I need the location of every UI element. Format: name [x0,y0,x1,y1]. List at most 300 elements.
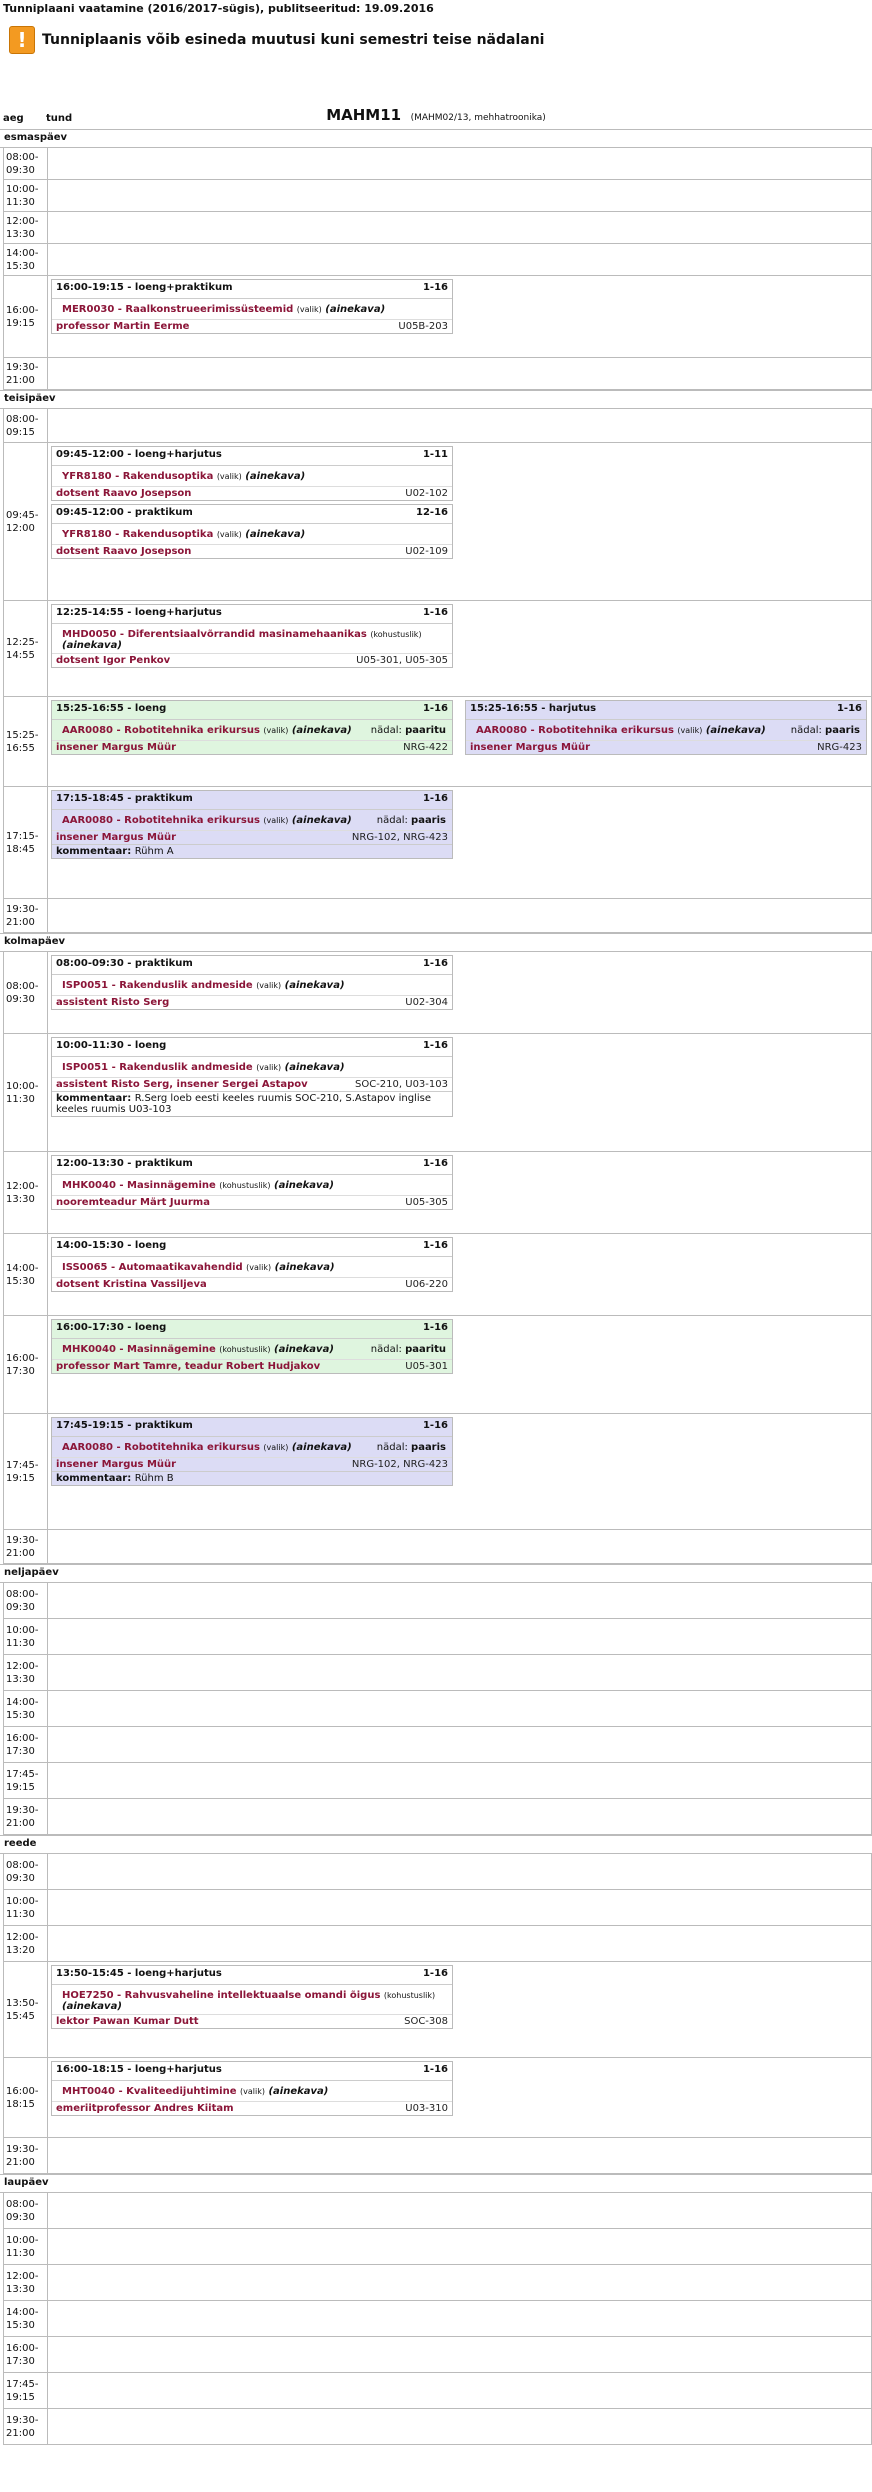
time-slot-row [3,2193,872,2229]
subject-kind: (valik) [216,472,242,481]
lesson-header [52,2062,452,2081]
teacher-name[interactable]: insener Margus Müür [470,742,591,753]
time-slot-row [3,180,872,212]
subject-kind: (kohustuslik) [219,1345,271,1354]
time-slot-row [3,899,872,933]
syllabus-link[interactable]: (ainekava) [284,1062,345,1073]
subject-link[interactable]: MHK0040 - Masinnägemine [62,1180,216,1191]
lesson-time-type: 16:00-17:30 - loeng [56,1322,167,1333]
lesson-subject-row [52,524,452,545]
slot-lessons [48,1962,871,2057]
time-slot-row [3,1414,872,1530]
time-slot-row [3,244,872,276]
lesson-header [52,505,452,524]
teacher-name[interactable]: dotsent Raavo Josepson [56,488,192,499]
slot-lessons [48,1763,871,1798]
lesson-header [52,1156,452,1175]
slot-lessons [48,1655,871,1690]
day-title: laupäev [0,2174,872,2192]
time-slot-row [3,1316,872,1414]
week-parity: nädal: paaris [790,725,860,736]
slot-lessons [48,1854,871,1889]
slot-lessons [48,148,871,179]
slot-lessons [48,1583,871,1618]
slot-time: 17:45- 19:15 [4,2373,48,2408]
teacher-name[interactable]: emeriitprofessor Andres Kiitam [56,2103,234,2114]
lesson-time-type: 09:45-12:00 - loeng+harjutus [56,449,222,460]
room: U02-109 [405,546,448,557]
lesson-weeks: 1-16 [422,1158,448,1169]
teacher-name[interactable]: nooremteadur Märt Juurma [56,1197,210,1208]
room: U02-304 [405,997,448,1008]
slot-lessons [48,2373,871,2408]
time-slot-row [3,2229,872,2265]
slot-time: 12:00- 13:30 [4,2265,48,2300]
time-slot-row [3,1530,872,1564]
slot-time: 17:15- 18:45 [4,787,48,898]
slot-time: 08:00- 09:30 [4,952,48,1033]
subject-link[interactable]: ISP0051 - Rakenduslik andmeside [62,1062,253,1073]
lesson-header [52,280,452,299]
lesson-time-type: 10:00-11:30 - loeng [56,1040,167,1051]
slot-lessons [48,358,871,389]
lesson-card[interactable] [51,2061,453,2116]
lesson-subject-row [52,1339,452,1360]
lesson-header [52,1418,452,1437]
lesson-subject [62,304,385,317]
slot-lessons [48,2301,871,2336]
slot-time: 12:00- 13:30 [4,212,48,243]
slot-lessons [48,409,871,442]
time-slot-row [3,1234,872,1316]
room: U02-102 [405,488,448,499]
slot-lessons [48,952,871,1033]
subject-link[interactable]: AAR0080 - Robotitehnika erikursus [62,725,260,736]
lesson-time-type: 16:00-19:15 - loeng+praktikum [56,282,233,293]
time-slot-row [3,2058,872,2138]
room: U05-301, U05-305 [356,655,448,666]
lesson-time-type: 12:00-13:30 - praktikum [56,1158,193,1169]
lesson-footer [52,1078,452,1091]
time-slot-row [3,2337,872,2373]
lesson-footer [466,741,866,754]
time-slot-row [3,697,872,787]
lesson-time-type: 16:00-18:15 - loeng+harjutus [56,2064,222,2075]
lesson-subject [62,980,345,993]
lesson-subject [62,529,305,542]
slot-lessons [48,2337,871,2372]
time-slot-row [3,1926,872,1962]
lesson-time-type: 14:00-15:30 - loeng [56,1240,167,1251]
slot-lessons [48,212,871,243]
slot-lessons [48,1530,871,1563]
warning-banner [0,17,872,63]
lesson-time-type: 15:25-16:55 - loeng [56,703,167,714]
lesson-subject [62,629,446,651]
slot-time: 10:00- 11:30 [4,1034,48,1151]
slot-time: 19:30- 21:00 [4,358,48,389]
day-grid [0,408,872,933]
lesson-time-type: 13:50-15:45 - loeng+harjutus [56,1968,222,1979]
lesson-footer [52,1196,452,1209]
lesson-footer [52,487,452,500]
subject-kind: (valik) [263,726,289,735]
lesson-subject-row [52,624,452,654]
syllabus-link[interactable]: (ainekava) [705,725,766,736]
teacher-name[interactable]: assistent Risto Serg [56,997,170,1008]
teacher-name[interactable]: insener Margus Müür [56,832,177,843]
slot-lessons [48,2138,871,2173]
slot-lessons [48,1799,871,1834]
subject-kind: (kohustuslik) [219,1181,271,1190]
lesson-weeks: 1-16 [422,607,448,618]
day-title: esmaspäev [0,129,872,147]
lesson-subject-row [52,1175,452,1196]
lesson-card[interactable] [465,700,867,755]
slot-lessons [48,1691,871,1726]
slot-time: 09:45- 12:00 [4,443,48,600]
subject-link[interactable]: YFR8180 - Rakendusoptika [62,529,214,540]
schedule [0,129,872,2445]
subject-kind: (valik) [256,1063,282,1072]
lesson-footer [52,996,452,1009]
slot-time: 08:00- 09:30 [4,2193,48,2228]
teacher-name[interactable]: insener Margus Müür [56,1459,177,1470]
slot-lessons [48,2193,871,2228]
teacher-name[interactable]: dotsent Igor Penkov [56,655,171,666]
lesson-weeks: 1-11 [422,449,448,460]
slot-time: 08:00- 09:30 [4,1583,48,1618]
lesson-header [52,956,452,975]
subject-link[interactable]: ISS0065 - Automaatikavahendid [62,1262,243,1273]
lesson-subject [62,471,305,484]
day-grid [0,951,872,1564]
slot-time: 19:30- 21:00 [4,1799,48,1834]
slot-lessons [48,2229,871,2264]
subject-link[interactable]: YFR8180 - Rakendusoptika [62,471,214,482]
lesson-card[interactable] [51,504,453,559]
lesson-card[interactable] [51,1965,453,2029]
slot-lessons [48,1414,871,1529]
lesson-comment: kommentaar: R.Serg loeb eesti keeles ruumis SOC-210, S.Astapov inglise keeles ruumis U03-103 [52,1091,452,1116]
slot-time: 08:00- 09:30 [4,1854,48,1889]
syllabus-link[interactable]: (ainekava) [245,529,306,540]
time-slot-row [3,358,872,390]
lesson-card[interactable] [51,790,453,859]
slot-lessons [48,1152,871,1233]
slot-time: 17:45- 19:15 [4,1763,48,1798]
lesson-card[interactable] [51,1237,453,1292]
slot-time: 16:00- 17:30 [4,2337,48,2372]
slot-time: 10:00- 11:30 [4,1890,48,1925]
column-lesson: tund [46,113,73,124]
day-title: kolmapäev [0,933,872,951]
lesson-weeks: 1-16 [422,1322,448,1333]
lesson-subject-row [52,299,452,320]
slot-time: 10:00- 11:30 [4,2229,48,2264]
subject-link[interactable]: AAR0080 - Robotitehnika erikursus [476,725,674,736]
slot-time: 19:30- 21:00 [4,1530,48,1563]
slot-time: 15:25- 16:55 [4,697,48,786]
lesson-weeks: 1-16 [422,1040,448,1051]
time-slot-row [3,148,872,180]
syllabus-link[interactable]: (ainekava) [274,1344,334,1355]
lesson-card[interactable] [51,604,453,668]
lesson-weeks: 1-16 [422,282,448,293]
room: SOC-308 [404,2016,448,2027]
day-grid [0,1853,872,2174]
day-grid [0,2192,872,2445]
lesson-weeks: 1-16 [422,1420,448,1431]
teacher-name[interactable]: assistent Risto Serg, insener Sergei Astapov [56,1079,308,1090]
lesson-time-type: 17:15-18:45 - praktikum [56,793,193,804]
lesson-header [52,1320,452,1339]
slot-time: 13:50- 15:45 [4,1962,48,2057]
lesson-header [52,1238,452,1257]
time-slot-row [3,443,872,601]
subject-link[interactable]: MHD0050 - Diferentsiaalvõrrandid masinamehaanikas [62,629,367,640]
lesson-subject-row [52,2081,452,2102]
time-slot-row [3,1619,872,1655]
lesson-subject-row [52,466,452,487]
lesson-subject-row [52,975,452,996]
slot-time: 14:00- 15:30 [4,244,48,275]
time-slot-row [3,787,872,899]
slot-lessons [48,899,871,932]
time-slot-row [3,1655,872,1691]
subject-kind: (valik) [263,1443,289,1452]
lesson-header [466,701,866,720]
slot-lessons [48,787,871,898]
room: NRG-422 [403,742,448,753]
slot-time: 08:00- 09:30 [4,148,48,179]
day-grid [0,147,872,390]
subject-link[interactable]: AAR0080 - Robotitehnika erikursus [62,815,260,826]
slot-time: 12:25- 14:55 [4,601,48,696]
slot-lessons [48,2409,871,2444]
time-slot-row [3,276,872,358]
time-slot-row [3,1152,872,1234]
lesson-subject [62,1062,345,1075]
lesson-subject [62,1262,335,1275]
time-slot-row [3,952,872,1034]
teacher-name[interactable]: dotsent Kristina Vassiljeva [56,1279,207,1290]
lesson-subject [62,1442,352,1455]
lesson-footer [52,2015,452,2028]
subject-kind: (valik) [240,2087,265,2096]
lesson-header [52,605,452,624]
syllabus-link[interactable]: (ainekava) [325,304,386,315]
time-slot-row [3,212,872,244]
lesson-footer [52,654,452,667]
room: NRG-102, NRG-423 [351,1459,448,1470]
lesson-comment: kommentaar: Rühm A [52,844,452,858]
lesson-footer [52,1360,452,1373]
lesson-footer [52,2102,452,2115]
subject-kind: (valik) [677,726,703,735]
lesson-time-type: 12:25-14:55 - loeng+harjutus [56,607,222,618]
lesson-header [52,1038,452,1057]
lesson-header [52,701,452,720]
slot-time: 16:00- 17:30 [4,1316,48,1413]
syllabus-link[interactable]: (ainekava) [245,471,306,482]
slot-time: 12:00- 13:30 [4,1655,48,1690]
time-slot-row [3,2265,872,2301]
slot-lessons [48,443,871,600]
slot-lessons [48,1890,871,1925]
lesson-weeks: 1-16 [422,1968,448,1979]
subject-link[interactable]: MHK0040 - Masinnägemine [62,1344,216,1355]
subject-kind: (valik) [246,1263,272,1272]
slot-time: 16:00- 19:15 [4,276,48,357]
syllabus-link[interactable]: (ainekava) [62,640,122,651]
group-code: MAHM11 [326,106,402,124]
lesson-subject [62,2086,328,2099]
syllabus-link[interactable]: (ainekava) [284,980,345,991]
syllabus-link[interactable]: (ainekava) [274,1262,335,1273]
teacher-name[interactable]: professor Martin Eerme [56,321,190,332]
lesson-card[interactable] [51,1319,453,1374]
day-grid [0,1582,872,1835]
syllabus-link[interactable]: (ainekava) [291,725,352,736]
time-slot-row [3,2301,872,2337]
lesson-subject [62,1344,334,1357]
slot-time: 19:30- 21:00 [4,899,48,932]
room: U06-220 [405,1279,448,1290]
time-slot-row [3,1763,872,1799]
slot-time: 16:00- 17:30 [4,1727,48,1762]
subject-link[interactable]: HOE7250 - Rahvusvaheline intellektuaalse omandi õigus [62,1990,381,2001]
subject-kind: (valik) [256,981,282,990]
lesson-subject [476,725,766,738]
time-slot-row [3,1691,872,1727]
lesson-footer [52,320,452,333]
week-parity: nädal: paaritu [370,1344,446,1355]
lesson-footer [52,741,452,754]
slot-time: 12:00- 13:20 [4,1926,48,1961]
slot-lessons [48,1034,871,1151]
subject-link[interactable]: AAR0080 - Robotitehnika erikursus [62,1442,260,1453]
slot-lessons [48,2265,871,2300]
time-slot-row [3,409,872,443]
lesson-card[interactable] [51,1155,453,1210]
room: U05-301 [405,1361,448,1372]
slot-time: 19:30- 21:00 [4,2409,48,2444]
subject-kind: (kohustuslik) [383,1991,436,2000]
time-slot-row [3,2373,872,2409]
lesson-time-type: 08:00-09:30 - praktikum [56,958,193,969]
syllabus-link[interactable]: (ainekava) [291,1442,352,1453]
lesson-weeks: 1-16 [422,703,448,714]
subject-kind: (valik) [296,305,322,314]
lesson-header [52,791,452,810]
time-slot-row [3,1034,872,1152]
lesson-weeks: 1-16 [422,793,448,804]
lesson-subject-row [52,720,452,741]
subject-kind: (kohustuslik) [370,630,422,639]
slot-lessons [48,180,871,211]
lesson-card[interactable] [51,1037,453,1117]
room: NRG-102, NRG-423 [351,832,448,843]
slot-lessons [48,1234,871,1315]
subject-kind: (valik) [263,816,289,825]
time-slot-row [3,1854,872,1890]
slot-time: 10:00- 11:30 [4,1619,48,1654]
slot-lessons [48,1619,871,1654]
slot-time: 17:45- 19:15 [4,1414,48,1529]
slot-time: 16:00- 18:15 [4,2058,48,2137]
slot-time: 12:00- 13:30 [4,1152,48,1233]
week-parity: nädal: paaris [376,1442,446,1453]
lesson-subject [62,1180,334,1193]
room: NRG-423 [817,742,862,753]
lesson-subject [62,725,352,738]
syllabus-link[interactable]: (ainekava) [274,1180,334,1191]
day-title: reede [0,1835,872,1853]
lesson-footer [52,1458,452,1471]
slot-time: 10:00- 11:30 [4,180,48,211]
lesson-card[interactable] [51,446,453,501]
lesson-comment: kommentaar: Rühm B [52,1471,452,1485]
lesson-subject-row [52,1985,452,2015]
time-slot-row [3,601,872,697]
teacher-name[interactable]: lektor Pawan Kumar Dutt [56,2016,199,2027]
lesson-time-type: 15:25-16:55 - harjutus [470,703,597,714]
teacher-name[interactable]: professor Mart Tamre, teadur Robert Hudjakov [56,1361,321,1372]
lesson-card[interactable] [51,279,453,334]
week-parity: nädal: paaris [376,815,446,826]
time-slot-row [3,1727,872,1763]
slot-time: 14:00- 15:30 [4,1234,48,1315]
teacher-name[interactable]: dotsent Raavo Josepson [56,546,192,557]
lesson-weeks: 12-16 [416,507,448,518]
lesson-subject-row [52,1437,452,1458]
lesson-footer [52,1278,452,1291]
lesson-card[interactable] [51,955,453,1010]
lesson-subject-row [52,1257,452,1278]
lesson-header [52,447,452,466]
lesson-footer [52,545,452,558]
room: U05-305 [405,1197,448,1208]
slot-time: 14:00- 15:30 [4,1691,48,1726]
subject-link[interactable]: ISP0051 - Rakenduslik andmeside [62,980,253,991]
lesson-card[interactable] [51,700,453,755]
slot-lessons [48,2058,871,2137]
teacher-name[interactable]: insener Margus Müür [56,742,177,753]
lesson-time-type: 09:45-12:00 - praktikum [56,507,193,518]
room: U03-310 [405,2103,448,2114]
page-title: Tunniplaani vaatamine (2016/2017-sügis), publitseeritud: 19.09.2016 [3,2,434,15]
syllabus-link[interactable]: (ainekava) [62,2001,122,2012]
lesson-card[interactable] [51,1417,453,1486]
slot-time: 14:00- 15:30 [4,2301,48,2336]
warning-text: Tunniplaanis võib esineda muutusi kuni semestri teise nädalani [42,32,545,48]
day-title: teisipäev [0,390,872,408]
subject-kind: (valik) [216,530,242,539]
syllabus-link[interactable]: (ainekava) [268,2086,329,2097]
time-slot-row [3,2138,872,2174]
syllabus-link[interactable]: (ainekava) [291,815,352,826]
subject-link[interactable]: MER0030 - Raalkonstrueerimissüsteemid [62,304,294,315]
slot-lessons [48,244,871,275]
lesson-subject-row [466,720,866,741]
lesson-weeks: 1-16 [422,2064,448,2075]
lesson-header [52,1966,452,1985]
column-time: aeg [3,113,24,124]
lesson-weeks: 1-16 [836,703,862,714]
lesson-weeks: 1-16 [422,1240,448,1251]
subject-link[interactable]: MHT0040 - Kvaliteedijuhtimine [62,2086,237,2097]
